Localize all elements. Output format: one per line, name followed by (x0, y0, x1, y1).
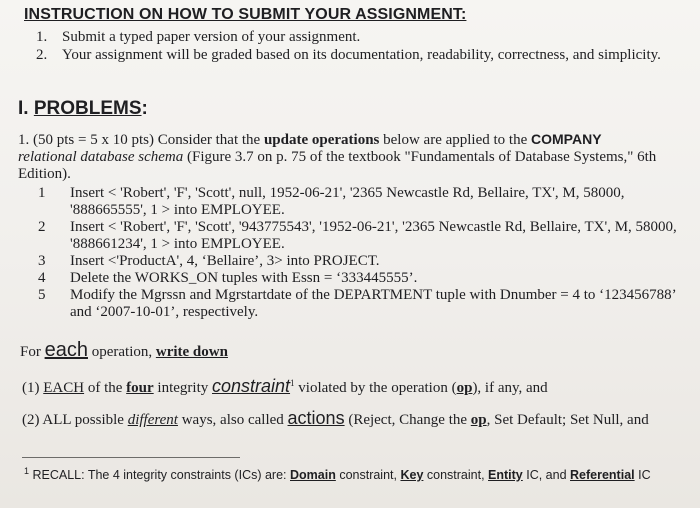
req1-footnote-marker: 1 (290, 378, 295, 388)
req2-part: ways, also called (177, 412, 288, 428)
instruction-item (36, 46, 676, 64)
operation-item (38, 253, 688, 270)
operation-number: 1 (38, 185, 46, 201)
instruction-text: Your assignment will be graded based on its documentation, readability, correctness, and simplicity. (62, 47, 661, 63)
problems-heading-text: PROBLEMS (33, 98, 142, 119)
problems-heading (18, 98, 148, 120)
write-down-emphasis: write down (155, 344, 228, 360)
footnote-marker: 1 (24, 466, 30, 476)
operation-text: Modify the Mgrssn and Mgrstartdate of the DEPARTMENT tuple with Dnumber = 4 to ‘123456788’ and ‘2007-10-01’, respectively. (70, 287, 676, 320)
instruction-item (36, 28, 676, 46)
footnote-part: RECALL: The 4 integrity constraints (ICs) are: (29, 468, 290, 483)
operation-number: 5 (38, 287, 46, 303)
intro-schema: relational database schema (18, 149, 184, 165)
footnote (24, 466, 651, 482)
operation-text: Insert < 'Robert', 'F', 'Scott', '943775543', '1952-06-21', '2365 Newcastle Rd, Bellaire, TX', M, 58000, '888661234', 1 > into EMPLOYEE. (70, 219, 677, 252)
req2-actions: actions (287, 408, 345, 428)
req2-part: , Set Default; Set Null, and (486, 412, 649, 428)
req1-part: integrity (153, 380, 212, 396)
operation-number: 3 (38, 253, 46, 269)
for-each-emphasis: each (44, 339, 88, 361)
intro-update-operations: update operations (263, 132, 380, 148)
req1-constraint: constraint (212, 376, 291, 396)
instruction-number: 2. (36, 47, 48, 63)
instruction-text: Submit a typed paper version of your assignment. (62, 29, 361, 45)
intro-part: (Figure 3.7 on p. 75 of the textbook "Fundamentals of Database Systems," 6th Edition). (18, 149, 657, 182)
req1-part: ), if any, and (472, 380, 548, 396)
operation-text: Insert <'ProductA', 4, ‘Bellaire’, 3> into PROJECT. (70, 253, 380, 269)
footnote-domain: Domain (290, 468, 336, 483)
footnote-divider (22, 457, 240, 458)
operation-item (38, 287, 688, 321)
requirement-2 (22, 408, 649, 429)
req1-op: op (456, 380, 473, 396)
intro-company: COMPANY (531, 131, 602, 147)
for-each-line (20, 339, 228, 362)
req2-part: (Reject, Change the (344, 412, 471, 428)
operations-list (38, 185, 688, 321)
instructions-list (36, 28, 676, 64)
footnote-part: constraint, (423, 468, 489, 483)
req1-part: violated by the operation ( (294, 380, 457, 396)
footnote-part: constraint, (335, 468, 401, 483)
footnote-referential: Referential (570, 468, 635, 483)
footnote-part: IC (634, 468, 651, 483)
operation-number: 2 (38, 219, 46, 235)
instructions-heading: INSTRUCTION ON HOW TO SUBMIT YOUR ASSIGNMENT: (24, 6, 467, 23)
requirement-1 (22, 376, 548, 397)
problems-heading-colon: : (141, 98, 148, 119)
operation-item (38, 270, 688, 287)
req1-part: (1) (22, 380, 44, 396)
problems-heading-prefix: I. (18, 98, 29, 119)
req1-four: four (126, 380, 154, 396)
intro-part: below are applied to the (379, 132, 532, 148)
operation-text: Delete the WORKS_ON tuples with Essn = ‘333445555’. (70, 270, 418, 286)
footnote-entity: Entity (488, 468, 523, 483)
for-each-part: operation, (87, 344, 156, 360)
footnote-key: Key (400, 468, 424, 483)
req2-different: different (127, 412, 178, 428)
operation-item (38, 185, 688, 219)
req1-part: of the (84, 380, 127, 396)
req2-op: op (470, 412, 487, 428)
instruction-number: 1. (36, 29, 48, 45)
operation-item (38, 219, 688, 253)
operation-number: 4 (38, 270, 46, 286)
for-each-part: For (20, 344, 45, 360)
operation-text: Insert < 'Robert', 'F', 'Scott', null, 1952-06-21', '2365 Newcastle Rd, Bellaire, TX', M, 58000, '888665555', 1 > into EMPLOYEE. (70, 185, 625, 218)
footnote-part: IC, and (522, 468, 571, 483)
req2-part: (2) ALL possible (22, 412, 128, 428)
intro-part: 1. (50 pts = 5 x 10 pts) Consider that the (18, 132, 264, 148)
req1-each: EACH (43, 380, 85, 396)
problem-intro (18, 131, 683, 183)
